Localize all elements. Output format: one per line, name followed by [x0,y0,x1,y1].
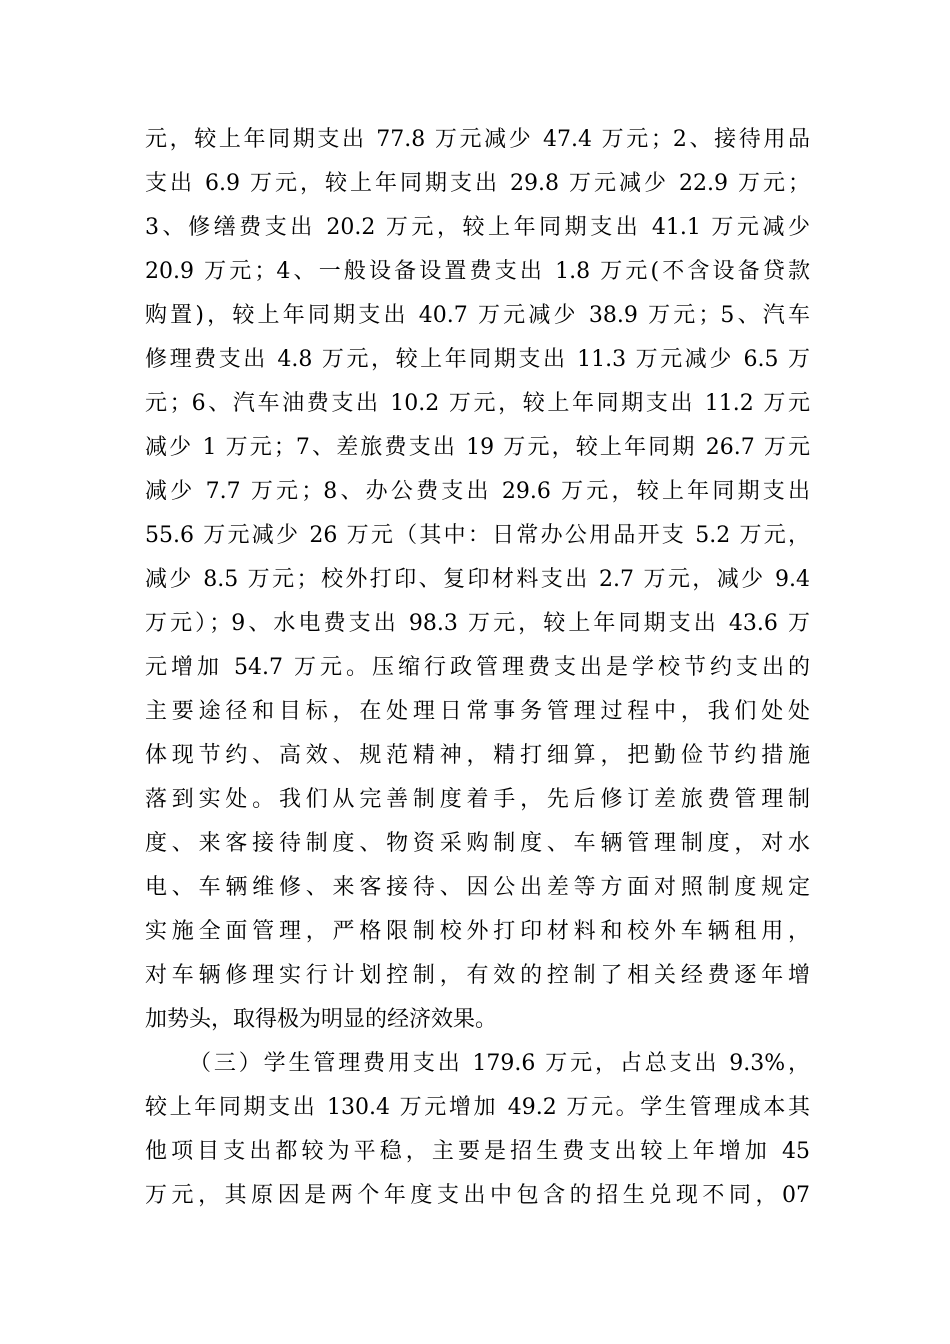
text-line: 他项目支出都较为平稳，主要是招生费支出较上年增加 45 [145,1139,810,1164]
text-line: 55.6 万元减少 26 万元（其中：日常办公用品开支 5.2 万元， [145,523,810,548]
text-line: 度、来客接待制度、物资采购制度、车辆管理制度，对水 [145,831,810,856]
text-line: 电、车辆维修、来客接待、因公出差等方面对照制度规定 [145,875,810,900]
text-line-paragraph-start: （三）学生管理费用支出 179.6 万元，占总支出 9.3%， [189,1051,810,1076]
text-line: 万元）；9、水电费支出 98.3 万元，较上年同期支出 43.6 万 [145,611,810,636]
text-line: 支出 6.9 万元，较上年同期支出 29.8 万元减少 22.9 万元； [145,171,810,196]
text-line: 购置)，较上年同期支出 40.7 万元减少 38.9 万元；5、汽车 [145,303,810,328]
text-line: 修理费支出 4.8 万元，较上年同期支出 11.3 万元减少 6.5 万 [145,347,810,372]
text-line: 较上年同期支出 130.4 万元增加 49.2 万元。学生管理成本其 [145,1095,810,1120]
text-line: 万元，其原因是两个年度支出中包含的招生兑现不同，07 [145,1183,810,1208]
body-text [145,118,810,1218]
text-line: 3、修缮费支出 20.2 万元，较上年同期支出 41.1 万元减少 [145,215,810,240]
text-line: 体现节约、高效、规范精神，精打细算，把勤俭节约措施 [145,743,810,768]
text-line: 20.9 万元；4、一般设备设置费支出 1.8 万元(不含设备贷款 [145,259,810,284]
text-line: 减少 8.5 万元；校外打印、复印材料支出 2.7 万元，减少 9.4 [145,567,810,592]
text-line: 实施全面管理，严格限制校外打印材料和校外车辆租用， [145,919,810,944]
text-line: 减少 1 万元；7、差旅费支出 19 万元，较上年同期 26.7 万元 [145,435,810,460]
text-line: 元；6、汽车油费支出 10.2 万元，较上年同期支出 11.2 万元 [145,391,810,416]
text-line: 元增加 54.7 万元。压缩行政管理费支出是学校节约支出的 [145,655,810,680]
text-line: 落到实处。我们从完善制度着手，先后修订差旅费管理制 [145,787,810,812]
text-line-paragraph-end: 加势头，取得极为明显的经济效果。 [145,1007,498,1032]
text-line: 元，较上年同期支出 77.8 万元减少 47.4 万元；2、接待用品 [145,127,810,152]
text-line: 对车辆修理实行计划控制，有效的控制了相关经费逐年增 [145,963,810,988]
text-line: 主要途径和目标，在处理日常事务管理过程中，我们处处 [145,699,810,724]
text-line: 减少 7.7 万元；8、办公费支出 29.6 万元，较上年同期支出 [145,479,810,504]
